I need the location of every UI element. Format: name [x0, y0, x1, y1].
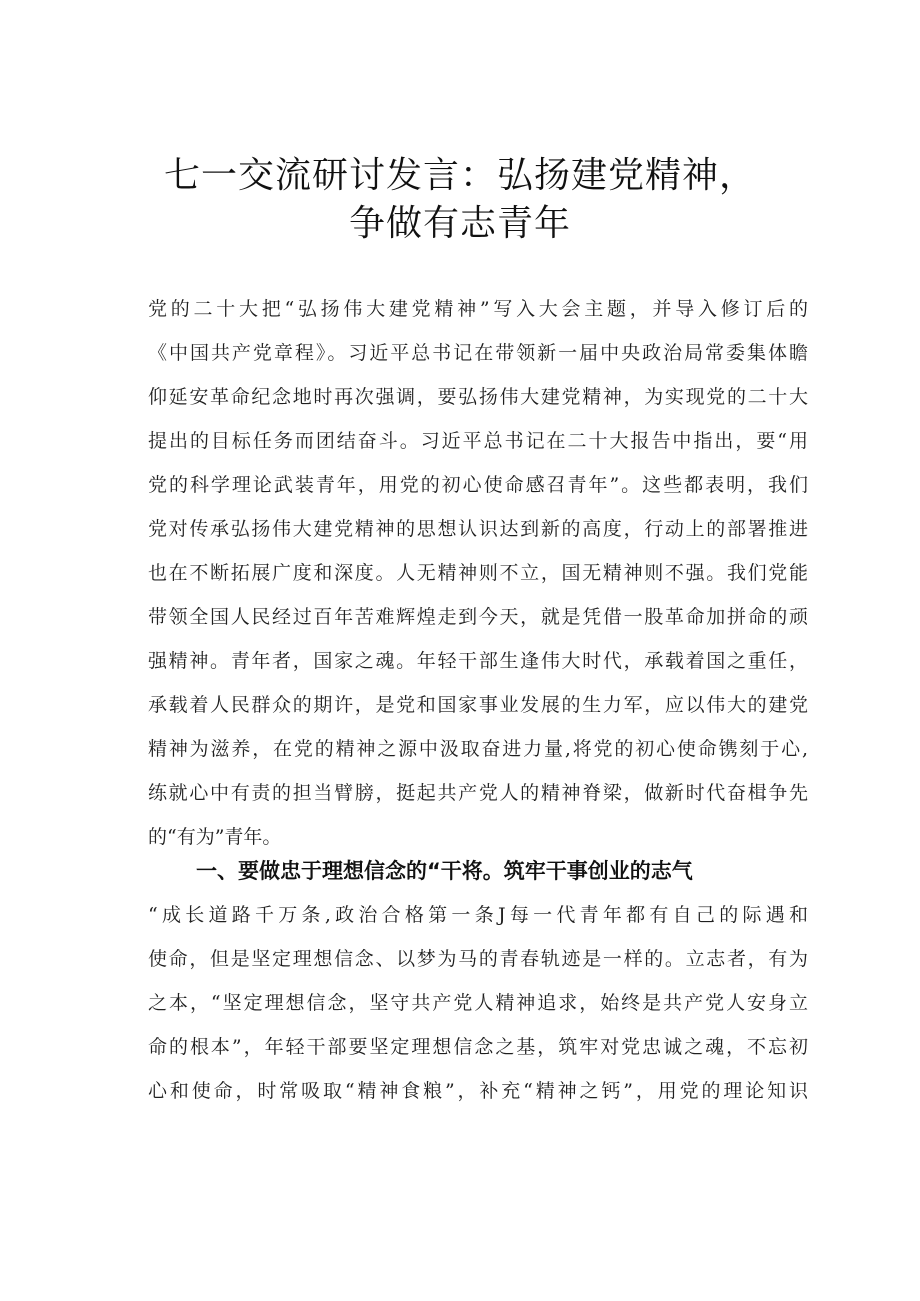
section-heading-1: 一、要做忠于理想信念的“干将。筑牢干事创业的志气 — [196, 859, 693, 883]
text-line: 党的二十大把“弘扬伟大建党精神”写入大会主题，并导入修订后的 — [148, 298, 808, 320]
text-line: 带领全国人民经过百年苦难辉煌走到今天，就是凭借一股革命加拼命的顽 — [148, 606, 808, 628]
text-line: 精神为滋养，在党的精神之源中汲取奋进力量,将党的初心使命镌刻于心, — [148, 738, 808, 760]
title-line-1: 七一交流研讨发言：弘扬建党精神， — [163, 155, 756, 196]
text-line: 心和使命，时常吸取“精神食粮”，补充“精神之钙”，用党的理论知识 — [148, 1080, 808, 1102]
text-line: 党的科学理论武装青年，用党的初心使命感召青年”。这些都表明，我们 — [148, 474, 808, 496]
text-line: 仰延安革命纪念地时再次强调，要弘扬伟大建党精神，为实现党的二十大 — [148, 386, 808, 408]
text-line: 强精神。青年者，国家之魂。年轻干部生逢伟大时代，承载着国之重任， — [148, 650, 808, 672]
text-line: 之本，“坚定理想信念，坚守共产党人精神追求，始终是共产党人安身立 — [148, 992, 808, 1014]
text-line: 承载着人民群众的期许，是党和国家事业发展的生力军，应以伟大的建党 — [148, 694, 808, 716]
title-line-2: 争做有志青年 — [348, 203, 571, 244]
text-line: 提出的目标任务而团结奋斗。习近平总书记在二十大报告中指出，要“用 — [148, 430, 808, 452]
text-line: 的“有为”青年。 — [148, 826, 282, 848]
text-line: 也在不断拓展广度和深度。人无精神则不立，国无精神则不强。我们党能 — [148, 562, 808, 584]
text-line: 使命，但是坚定理想信念、以梦为马的青春轨迹是一样的。立志者，有为 — [148, 948, 808, 970]
document-title — [0, 152, 920, 248]
text-line: 党对传承弘扬伟大建党精神的思想认识达到新的高度，行动上的部署推进 — [148, 518, 808, 540]
text-line: “成长道路千万条,政治合格第一条J每一代青年都有自己的际遇和 — [148, 904, 808, 926]
text-line: 命的根本”，年轻干部要坚定理想信念之基，筑牢对党忠诚之魂，不忘初 — [148, 1036, 808, 1058]
text-line: 《中国共产党章程》。习近平总书记在带领新一届中央政治局常委集体瞻 — [148, 342, 808, 364]
text-line: 练就心中有责的担当臂膀，挺起共产党人的精神脊梁，做新时代奋楫争先 — [148, 782, 808, 804]
